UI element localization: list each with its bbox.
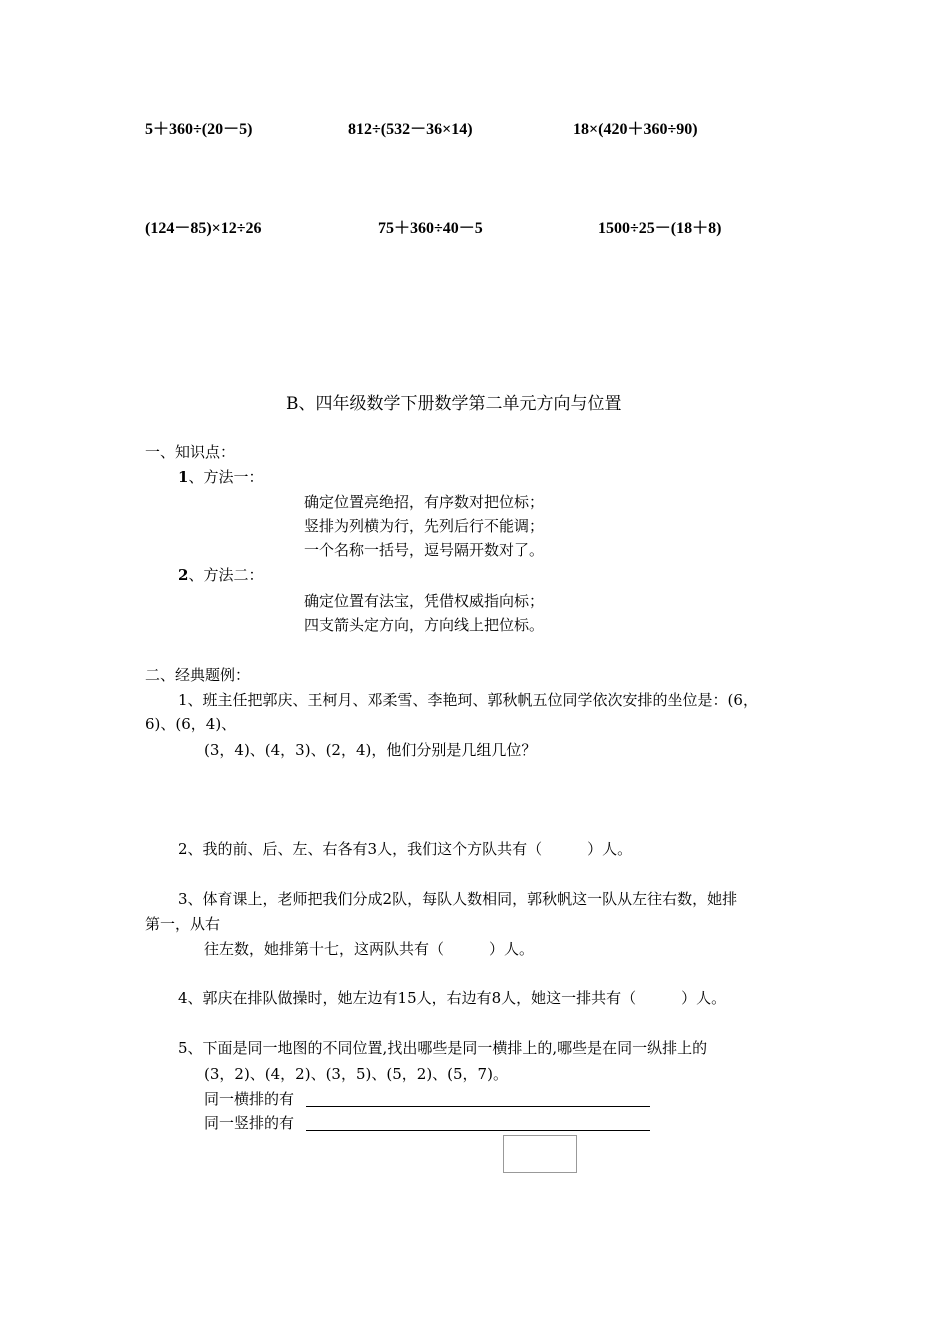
question-2: 2、我的前、后、左、右各有3人，我们这个方队共有（ ）人。 [178, 840, 633, 858]
same-column-answer-line[interactable] [306, 1130, 650, 1131]
question-5-line-1: 5、下面是同一地图的不同位置,找出哪些是同一横排上的,哪些是在同一纵排上的 [178, 1039, 708, 1057]
same-row-answer-line[interactable] [306, 1106, 650, 1107]
method2-label: 方法二： [203, 566, 264, 584]
method1-line-1: 确定位置亮绝招，有序数对把位标； [304, 493, 545, 511]
method2-line-2: 四支箭头定方向，方向线上把位标。 [304, 616, 545, 634]
calc-expression-3: 18×(420＋360÷90) [573, 121, 698, 138]
empty-box [503, 1135, 577, 1173]
calc-expression-2: 812÷(532－36×14) [348, 121, 473, 138]
question-3-line-1: 3、体育课上，老师把我们分成2队，每队人数相同，郭秋帆这一队从左往右数，她排 [178, 890, 738, 908]
method2-line-1: 确定位置有法宝，凭借权威指向标； [304, 592, 545, 610]
calc-expression-5: 75＋360÷40－5 [378, 220, 483, 237]
calc-expression-6: 1500÷25－(18＋8) [598, 220, 722, 237]
calc-expression-1: 5＋360÷(20－5) [145, 121, 253, 138]
method2-number: 2 [178, 566, 189, 584]
question-4: 4、郭庆在排队做操时，她左边有15人，右边有8人，她这一排共有（ ）人。 [178, 989, 727, 1007]
section2-heading: 二、经典题例： [145, 666, 251, 684]
method1-heading [178, 467, 263, 487]
same-row-label: 同一横排的有 [204, 1090, 295, 1108]
section-title: B、四年级数学下册数学第二单元方向与位置 [286, 394, 622, 414]
method1-line-2: 竖排为列横为行，先列后行不能调； [304, 517, 545, 535]
calc-expression-4: (124－85)×12÷26 [145, 220, 262, 237]
question-3-line-2: 第一，从右 [145, 915, 221, 933]
question-1-line-2: 6)、(6，4)、 [145, 715, 237, 733]
method1-number: 1 [178, 468, 189, 486]
method1-line-3: 一个名称一括号，逗号隔开数对了。 [304, 541, 545, 559]
method1-separator: 、 [188, 468, 204, 486]
method1-label: 方法一： [203, 468, 264, 486]
method2-separator: 、 [188, 566, 204, 584]
section1-heading: 一、知识点： [145, 443, 236, 461]
question-1-line-1: 1、班主任把郭庆、王柯月、邓柔雪、李艳珂、郭秋帆五位同学依次安排的坐位是：(6， [178, 691, 758, 709]
same-column-label: 同一竖排的有 [204, 1114, 295, 1132]
question-3-line-3: 往左数，她排第十七，这两队共有（ ）人。 [204, 940, 535, 958]
question-5-line-2: (3，2)、(4，2)、(3，5)、(5，2)、(5，7)。 [204, 1065, 508, 1083]
question-1-line-3: (3，4)、(4，3)、(2，4)，他们分别是几组几位？ [204, 741, 537, 759]
method2-heading [178, 565, 263, 585]
